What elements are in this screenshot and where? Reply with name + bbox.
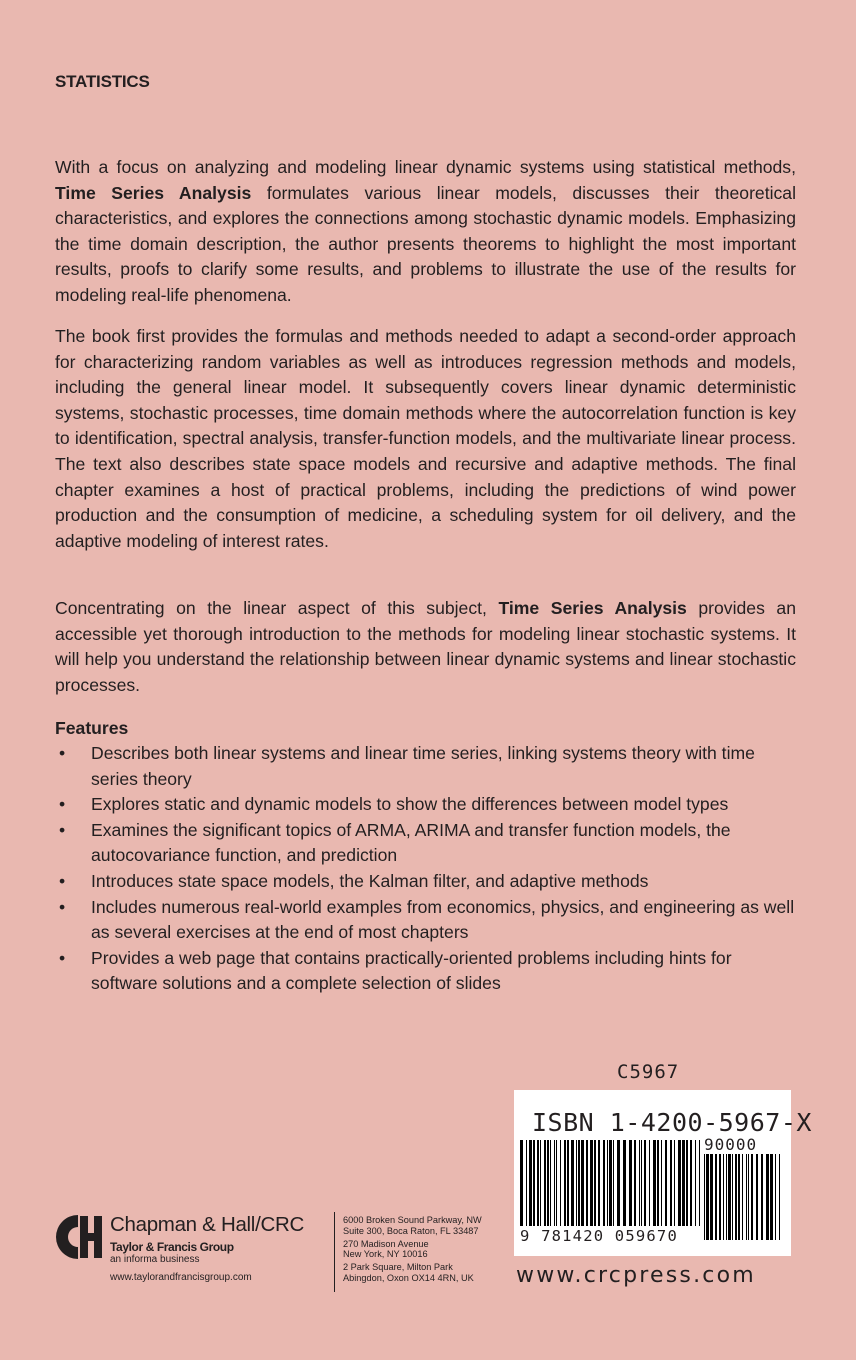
barcode-bar bbox=[586, 1140, 588, 1226]
divider bbox=[334, 1212, 335, 1292]
features-list bbox=[55, 741, 800, 997]
publisher-website: www.crcpress.com bbox=[516, 1263, 756, 1288]
book-title-inline: Time Series Analysis bbox=[498, 598, 687, 618]
barcode-bar bbox=[547, 1140, 549, 1226]
publisher-group: Taylor & Francis Group bbox=[110, 1240, 234, 1254]
publisher-tagline: an informa business bbox=[110, 1254, 200, 1265]
barcode-bar bbox=[567, 1140, 569, 1226]
publisher-addresses bbox=[343, 1215, 513, 1286]
barcode-bar bbox=[537, 1140, 539, 1226]
barcode-bar bbox=[699, 1140, 700, 1226]
address-line: 2 Park Square, Milton Park bbox=[343, 1262, 453, 1273]
feature-text: Introduces state space models, the Kalman filter, and adaptive methods bbox=[91, 870, 649, 891]
barcode-bar bbox=[775, 1154, 776, 1240]
publisher-name: Chapman & Hall/CRC bbox=[110, 1213, 304, 1236]
barcode-bar bbox=[560, 1140, 561, 1226]
barcode-bar bbox=[641, 1140, 642, 1226]
barcode-bar bbox=[590, 1140, 593, 1226]
p1-text-after: formulates various linear models, discusses their theoretical characteristics, and explores the connections among stochastic dynamic models. Emphasizing the time domain description, the author presents theorems to highlight the most important results, proofs to clarify some results, and problems to illustrate the use of the results for modeling real-life phenomena. bbox=[55, 182, 797, 305]
publisher-group-website: www.taylorandfrancisgroup.com bbox=[110, 1272, 252, 1283]
barcode-bar bbox=[704, 1154, 705, 1240]
barcode-bar bbox=[576, 1140, 577, 1226]
barcode-bar bbox=[732, 1154, 733, 1240]
book-title-inline: Time Series Analysis bbox=[55, 182, 252, 203]
bullet-icon: • bbox=[59, 743, 66, 763]
address-line: 270 Madison Avenue bbox=[343, 1238, 429, 1249]
barcode-bar bbox=[639, 1140, 640, 1226]
barcode-bar bbox=[649, 1140, 650, 1226]
barcode-bar bbox=[686, 1140, 688, 1226]
address-line: 6000 Broken Sound Parkway, NW bbox=[343, 1215, 482, 1225]
ean-barcode-bars bbox=[520, 1140, 700, 1226]
address-line: Abingdon, Oxon OX14 4RN, UK bbox=[343, 1272, 474, 1283]
bullet-icon: • bbox=[59, 870, 66, 891]
barcode-bar bbox=[529, 1140, 532, 1226]
barcode-bar bbox=[756, 1154, 758, 1240]
feature-item bbox=[55, 946, 800, 997]
barcode-bar bbox=[670, 1140, 672, 1226]
price-addon-bars bbox=[704, 1154, 780, 1240]
barcode-bar bbox=[629, 1140, 632, 1226]
barcode-bar bbox=[644, 1140, 646, 1226]
description-paragraph-1 bbox=[55, 155, 796, 309]
isbn-text: ISBN 1-4200-5967-X bbox=[532, 1108, 812, 1137]
barcode-bar bbox=[607, 1140, 608, 1226]
category-label: STATISTICS bbox=[55, 72, 150, 91]
barcode-bar bbox=[770, 1154, 773, 1240]
barcode-bar bbox=[779, 1154, 780, 1240]
barcode-bar bbox=[690, 1140, 692, 1226]
barcode-bar bbox=[735, 1154, 737, 1240]
feature-item bbox=[55, 792, 800, 818]
barcode-bar bbox=[761, 1154, 763, 1240]
feature-item bbox=[55, 869, 800, 895]
description-paragraph-3 bbox=[55, 596, 796, 698]
address-line: New York, NY 10016 bbox=[343, 1249, 428, 1260]
p3-text-before: Concentrating on the linear aspect of this subject, bbox=[55, 598, 499, 618]
barcode-bar bbox=[719, 1154, 721, 1240]
barcode-bar bbox=[728, 1154, 731, 1240]
barcode-bar bbox=[540, 1140, 541, 1226]
feature-item bbox=[55, 741, 800, 792]
barcode-bar bbox=[520, 1140, 523, 1226]
barcode-bar bbox=[738, 1154, 740, 1240]
isbn-barcode bbox=[514, 1090, 812, 1256]
chapman-hall-logo-icon bbox=[54, 1212, 104, 1262]
features-heading: Features bbox=[55, 718, 129, 738]
barcode-bar bbox=[715, 1154, 717, 1240]
barcode-bar bbox=[766, 1154, 769, 1240]
barcode-bar bbox=[742, 1154, 743, 1240]
feature-text: Provides a web page that contains practically-oriented problems including hints for software solutions and a complete selection of slides bbox=[91, 947, 732, 994]
barcode-bar bbox=[554, 1140, 555, 1226]
barcode-bar bbox=[710, 1154, 713, 1240]
barcode-bar bbox=[723, 1154, 724, 1240]
ean-digits: 9 781420 059670 bbox=[520, 1227, 678, 1245]
feature-text: Examines the significant topics of ARMA, ARIMA and transfer function models, the autocovariance function, and prediction bbox=[91, 819, 731, 866]
bullet-icon: • bbox=[59, 947, 66, 968]
p3-text-after: provides an accessible yet thorough introduction to the methods for modeling linear stochastic systems. It will help you understand the relationship between linear dynamic systems and linear stochastic processes. bbox=[55, 598, 796, 695]
barcode-bar bbox=[678, 1140, 681, 1226]
barcode-bar bbox=[556, 1140, 557, 1226]
barcode-bar bbox=[544, 1140, 546, 1226]
barcode-bar bbox=[661, 1140, 662, 1226]
feature-item bbox=[55, 818, 800, 869]
feature-item bbox=[55, 895, 800, 946]
barcode-bar bbox=[533, 1140, 535, 1226]
barcode-bar bbox=[598, 1140, 600, 1226]
barcode-bar bbox=[526, 1140, 527, 1226]
bullet-icon: • bbox=[59, 794, 66, 815]
barcode-bar bbox=[617, 1140, 620, 1226]
price-code: 90000 bbox=[704, 1135, 758, 1154]
feature-text: Explores static and dynamic models to show the differences between model types bbox=[91, 794, 729, 815]
barcode-bar bbox=[634, 1140, 636, 1226]
barcode-bar bbox=[746, 1154, 747, 1240]
barcode-bar bbox=[613, 1140, 614, 1226]
barcode-bar bbox=[682, 1140, 685, 1226]
barcode-bar bbox=[564, 1140, 566, 1226]
description-paragraph-2: The book first provides the formulas and methods needed to adapt a second-order approach for characterizing random variables as well as introduces regression methods and models, including the general linear model. It subsequently covers linear dynamic deterministic systems, stochastic processes, time domain methods where the autocorrelation function is key to identification, spectral analysis, transfer-function models, and the multivariate linear process. The text also describes state space models and recursive and adaptive methods. The final chapter examines a host of practical problems, including the predictions of wind power production and the consumption of medicine, a scheduling system for oil delivery, and the adaptive modeling of interest rates. bbox=[55, 326, 796, 551]
barcode-bar bbox=[581, 1140, 584, 1226]
barcode-bar bbox=[726, 1154, 727, 1240]
barcode-bar bbox=[623, 1140, 626, 1226]
barcode-bar bbox=[550, 1140, 551, 1226]
p1-text-before: With a focus on analyzing and modeling linear dynamic systems using statistical methods, bbox=[55, 157, 796, 177]
address-line: Suite 300, Boca Raton, FL 33487 bbox=[343, 1225, 479, 1236]
barcode-bar bbox=[751, 1154, 753, 1240]
barcode-bar bbox=[748, 1154, 749, 1240]
sku-code: C5967 bbox=[617, 1061, 680, 1083]
feature-text: Describes both linear systems and linear time series, linking systems theory with time series theory bbox=[91, 743, 755, 789]
address-new-york bbox=[343, 1239, 513, 1261]
barcode-bar bbox=[603, 1140, 605, 1226]
bullet-icon: • bbox=[59, 896, 66, 917]
barcode-bar bbox=[653, 1140, 656, 1226]
barcode-bar bbox=[706, 1154, 709, 1240]
barcode-bar bbox=[609, 1140, 612, 1226]
address-abingdon bbox=[343, 1262, 513, 1284]
barcode-bar bbox=[674, 1140, 675, 1226]
bullet-icon: • bbox=[59, 819, 66, 840]
barcode-bar bbox=[571, 1140, 574, 1226]
barcode-bar bbox=[657, 1140, 659, 1226]
barcode-bar bbox=[695, 1140, 696, 1226]
barcode-bar bbox=[578, 1140, 580, 1226]
barcode-bar bbox=[665, 1140, 667, 1226]
address-boca-raton bbox=[343, 1215, 513, 1237]
feature-text: Includes numerous real-world examples from economics, physics, and engineering as well as several exercises at the end of most chapters bbox=[91, 896, 795, 943]
barcode-bar bbox=[594, 1140, 596, 1226]
